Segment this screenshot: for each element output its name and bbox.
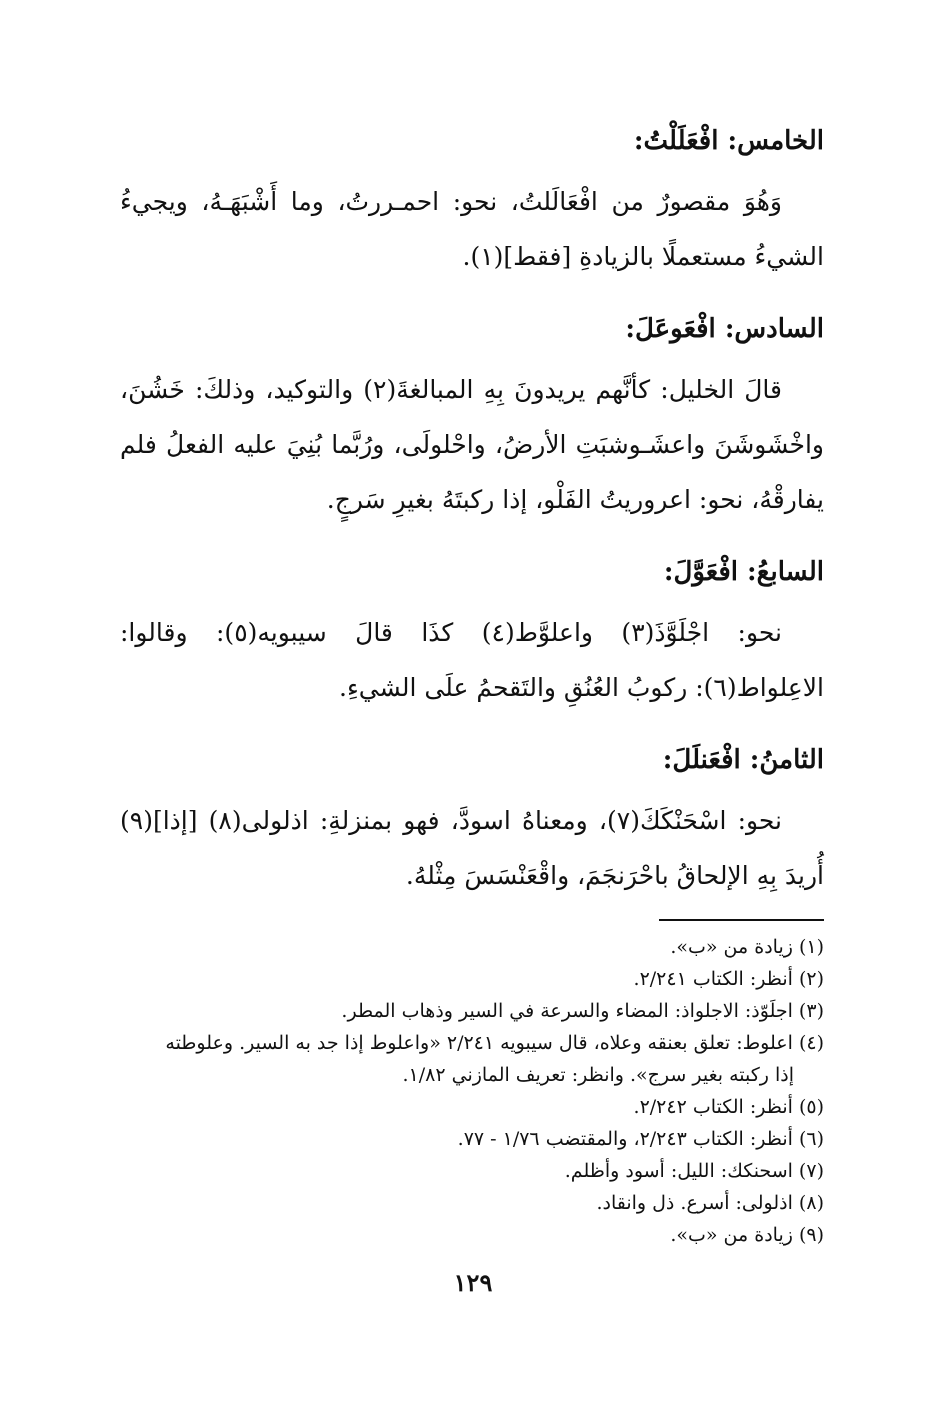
footnote: (١) زيادة من «ب». [670, 936, 824, 958]
footnote-divider [659, 919, 824, 921]
footnote: (٥) أنظر: الكتاب ٢/٢٤٢. [633, 1096, 824, 1118]
footnote: (٩) زيادة من «ب». [670, 1224, 824, 1246]
section-paragraph: نحو: اسْحَنْكَكَ(٧)، ومعناهُ اسودَّ، فهو بمنزلةِ: اذلولى(٨) [إذا](٩) أُريدَ بِهِ الإلحاقُ باحْرَنجَمَ، واقْعَنْسَسَ مِثْلهُ. [120, 806, 824, 890]
footnote-continuation: إذا ركبته بغير سرج». وانظر: تعريف المازني ١/٨٢. [402, 1064, 794, 1086]
section-paragraph: وَهُوَ مقصورٌ من افْعَالَلتُ، نحو: احمـررتُ، وما أَشْبَهَـهُ، ويجيءُ الشيءُ مستعملًا بالزيادةِ [فقط](١). [120, 187, 824, 271]
section-heading: السابعُ: افْعَوَّلَ: [663, 557, 824, 587]
footnote: (٦) أنظر: الكتاب ٢/٢٤٣، والمقتضب ١/٧٦ - ٧٧. [457, 1128, 824, 1150]
section-paragraph: نحو: اجْلَوَّذَ(٣) واعلوَّط(٤) كذَا قالَ سيبويه(٥): وقالوا: الاعِلواط(٦): ركوبُ العُنُقِ والتَقحمُ علَى الشيءِ. [120, 618, 824, 702]
section-eighth [120, 737, 824, 903]
section-heading: الخامس: افْعَلَلْتُ: [633, 126, 824, 156]
section-heading: الثامنُ: افْعَنلَلَ: [662, 745, 824, 775]
footnote: (٢) أنظر: الكتاب ٢/٢٤١. [633, 968, 824, 990]
section-heading: السادس: افْعَوعَلَ: [625, 314, 824, 344]
footnotes [120, 931, 824, 1251]
book-page [120, 118, 824, 1251]
footnote: (٧) اسحنكك: الليل: أسود وأظلم. [564, 1160, 824, 1182]
section-seventh [120, 549, 824, 715]
section-fifth [120, 118, 824, 284]
footnote: (٣) اجلَوّذ: الاجلواذ: المضاء والسرعة في السير وذهاب المطر. [341, 1000, 824, 1022]
footnote: (٨) اذلولى: أسرع. ذل وانقاد. [596, 1192, 824, 1214]
footnote: (٤) اعلوط: تعلق بعنقه وعلاه، قال سيبويه ٢/٢٤١ «واعلوط إذا جد به السير. وعلوطته [165, 1032, 824, 1054]
page-number: ١٢٩ [453, 1268, 493, 1297]
section-paragraph: قالَ الخليل: كأنَّهم يريدونَ بِهِ المبالغةَ(٢) والتوكيد، وذلكَ: خَشُنَ، واخْشَوشَنَ واعشَـوشبَتِ الأرضُ، واحْلولَى، ورُبَّما بُنِيَ عليه الفعلُ فلم يفارقْهُ، نحو: اعروريتُ الفَلْو، إذا ركبتَهُ بغيرِ سَرجٍ. [120, 375, 824, 514]
section-sixth [120, 306, 824, 527]
